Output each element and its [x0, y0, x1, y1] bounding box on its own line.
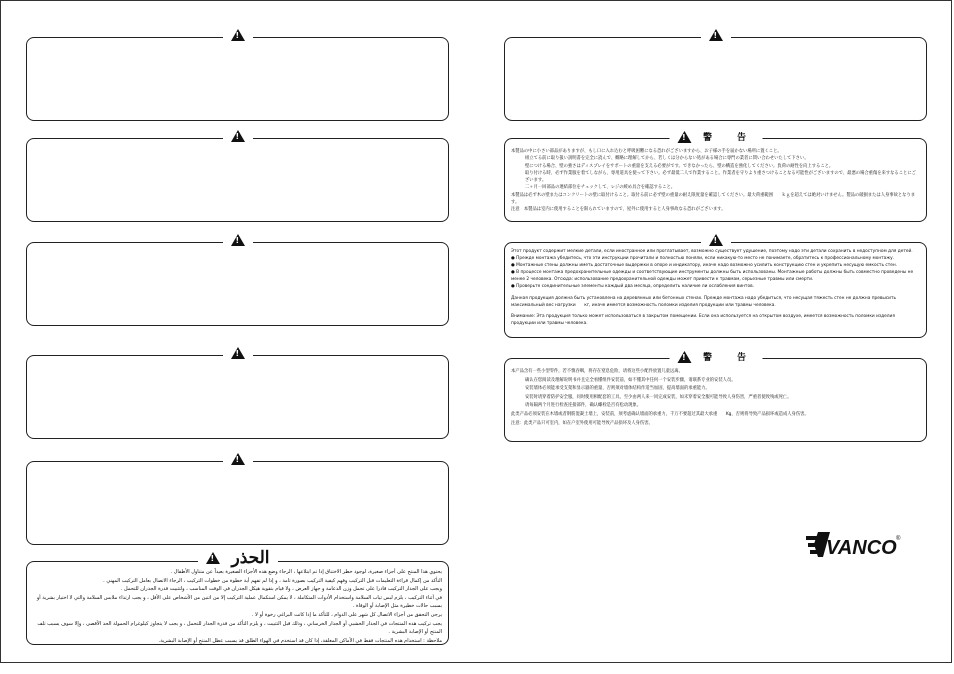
warning-triangle-icon — [231, 130, 245, 142]
warning-box-right-top — [504, 37, 927, 121]
warning-triangle-icon — [231, 29, 245, 41]
chinese-line: 请每隔两个月进行检查连接部件，确认螺栓是否有松动现象。 — [525, 403, 642, 409]
warning-triangle-icon — [677, 351, 691, 363]
arabic-line: في أثناء التركيب ، يلزم لبس ثياب السلامة واستخدام الأدوات المتكاملة ، لا يمكن استكمال عملية التركيب إلا من اثنين من الأشخاص على الأقل ، و يجب ارتداء ملابس السلامة والتي لا اختيار بشرية أو بسبب حالات خطيرة مثل الإصابة أو الوفاة . — [36, 594, 442, 610]
vanco-logo — [806, 530, 902, 560]
japanese-line: 注意 本製品は室内に使用することを限られていますので、屋外に使用すると人身事故なる恐れがございます。 — [511, 207, 726, 213]
japanese-line: 取り付ける時、必ず作業服を着てしながら、専用道具を使って下さい。必ず最低二人で作業すること。作業者を守りより重さつけることなる可能性がございますので、最悪の場合重傷を来すなることにございます。 — [525, 170, 916, 184]
chinese-warning-box — [504, 353, 927, 442]
warning-triangle-icon — [677, 131, 691, 143]
chinese-line: 安装时请穿着防护安全服，同时使用相配套的工具，至少由两人来一同完成安装，如未穿着安全服可能导致人身伤害，严重者使致残或死亡。 — [525, 394, 792, 400]
chinese-line: 本产品含有一些小型零件，若不慎吞咽，将存在窒息危险，请将这些小配件放置儿童远离。 — [511, 369, 683, 374]
chinese-warning-title — [669, 350, 762, 363]
russian-warning-title — [701, 234, 731, 246]
japanese-line: 二ヶ月一回部品の連結部位をチェックして、レジの緩め具合を確認すること。 — [525, 185, 676, 191]
russian-warning-box — [504, 242, 927, 338]
warning-triangle-icon — [205, 552, 219, 564]
japanese-line: 壁につける場合、壁の強さはディスプレイをサポートの重量を支える必要がです。できなかったら、壁の構造を強化してください。負荷の耐性を向上すること。 — [525, 163, 834, 169]
arabic-line: ويجب على الجدار التركيب قادرا على تحمل وزن الدعامة و جهاز العرض ، ولا قيام بتقوية هيكل الجدران في الوقت المناسب ، ولتثبيت قدرة الجدران للتحمل . — [120, 586, 442, 593]
warning-triangle-icon — [231, 234, 245, 246]
chinese-title-text: 警 告 — [702, 353, 755, 363]
japanese-line: 本製品の中に小さい部品がありますが、もし口に入れ込むと呼吸困難になる恐れがございますから、お子様の手を届かない場所に置くこと。 — [511, 149, 782, 154]
russian-line: Внимание: Эта продукция только может использоваться в закрытом помещении. Если она используется на открытом воздухе, имеется возможность поломки изделия продукции или травмы человека. — [511, 313, 895, 326]
japanese-line: 組立てる前に取り扱い説明書を完全に読んで、概略に理解してから、若しくは分からない処がある場合に専門の業者に問い合わせいたして下さい。 — [525, 156, 809, 162]
arabic-warning-box — [26, 548, 449, 645]
logo-wordmark: VANCO — [826, 537, 897, 559]
russian-line: ● Проверьте соединительные элементы каждый два месяца, определить наличие ли ослабления винтов. — [511, 284, 754, 290]
japanese-warning-box — [504, 133, 927, 222]
arabic-line: يحتوي هذا المنتج على أجزاء صغيرة، لوجود خطر الاختناق إذا تم ابتلاعها ، الرجاء وضع هذه الأجزاء الصغيرة بعيداً عن متناول الأطفال . — [170, 569, 442, 575]
japanese-title-text: 警 告 — [702, 133, 755, 143]
warning-box-1-title — [223, 29, 253, 41]
japanese-warning-text — [511, 148, 920, 214]
warning-box-2-title — [223, 130, 253, 142]
vanco-logo-graphic — [806, 530, 902, 560]
russian-line: ● Прежде монтажа убедитесь, что эти инструкции прочитали и полностью поняли, если никакую-то место не понимаете, обратитесь к профессиональному монтажу. — [511, 256, 895, 262]
warning-triangle-icon — [709, 29, 723, 41]
warning-triangle-icon — [231, 453, 245, 465]
arabic-line: ملاحظة : استخدام هذه المنتجات فقط في الأماكن المغلقة، إذا كان قد استخدم في الهواء الطلق قد يسبب عطل المنتج أو الإصابة البشرية. — [158, 637, 442, 644]
japanese-warning-title — [669, 130, 762, 143]
chinese-line: 确认在您阅读及理解说明书并且完全看懂组件安装前，如不懂其中任何一个安装步骤，请联系专业的安装人员。 — [525, 377, 736, 383]
russian-line: Данная продукция должна быть установлена на деревянных или бетонных стенах. Прежде монтажа надо убедиться, что несущая тяжесть стен не должна превысить максимальный вес нагрузки кг, иначе имеется возможность поломки изделия продукции или травмы человека. — [511, 295, 896, 308]
russian-line: ● Монтажные стены должны иметь достаточные выдержки в опоре и индикатору, иначе надо возможно усилить конструкцию стен и укрепить несущую емкость стен. — [511, 263, 898, 269]
arabic-line: يرجى التحقق من أجزاء الاتصال كل شهر على الدوام ، للتأكد ما إذا كانت البراغي رخوة أو لا . — [251, 611, 442, 618]
warning-box-5-title — [223, 453, 253, 465]
arabic-line: يجب تركيب هذه المنتجات في الجدار الخشبي أو الجدار الخرساني ، وذلك قبل التثبيت ، و يلزم التأكد من قدرة الجدار للتحمل ، و يجب لا يتجاوز كيلوغرام الحمولة الحد الأقصى ، وإلا سوف يسبب تلف المنتج أو الإصابة البشرية . — [37, 620, 442, 636]
arabic-title-text: الحذر — [231, 548, 270, 568]
warning-triangle-icon — [709, 234, 723, 246]
warning-box-2 — [26, 138, 449, 222]
warning-box-3 — [26, 242, 449, 326]
chinese-line: 此类产品必须安装在木墙或者钢筋混凝土墙上，安装前，须考虑确认墙面的承重力，千万不要超过其最大承重 Kg，否则将导致产品损坏或造成人身伤害。 — [511, 411, 809, 417]
chinese-warning-text — [511, 368, 920, 428]
chinese-line: 安装墙体必须能承受支架和显示器的重量，否则须对墙体结构作适当加固，提高墙面的承重能力。 — [525, 386, 710, 392]
russian-line: Этот продукт содержит мелкие детали, если иностранное или проглатывает, возможно существует удушение, поэтому надо эти детали сохранить в недоступном для детей. — [511, 249, 913, 254]
warning-triangle-icon — [231, 347, 245, 359]
arabic-warning-text — [33, 568, 442, 645]
arabic-warning-title — [197, 548, 277, 568]
warning-box-right-top-title — [701, 29, 731, 41]
logo-registered-mark: ® — [896, 536, 901, 542]
warning-box-1 — [26, 37, 449, 121]
warning-box-4 — [26, 355, 449, 439]
arabic-line: التأكد من إكمال قراءة التعليمات قبل التركيب وفهم كيفية التركيب بصورة تامة ، و إذا لم تفهم أية خطوة من خطوات التركيب ، الرجاء الاتصال بعامل التركيب المهني . — [103, 577, 442, 584]
russian-warning-text — [511, 248, 920, 327]
warning-box-3-title — [223, 234, 253, 246]
chinese-line: 注意：此类产品只可室内，如在户室外使用可能导致产品损坏及人身伤害。 — [511, 420, 653, 426]
warning-box-5 — [26, 461, 449, 545]
japanese-line: 本製品は必ず木の壁またはコンクリートの壁に取付けること。取付る前に必ず壁の重量の耐え限度量を確認してください。最大荷重範囲 ｋｇを超えては絶対いけません。製品の破損または人身事故となります。 — [511, 192, 916, 206]
warning-box-4-title — [223, 347, 253, 359]
russian-line: ● В процессе монтажа предохранительные одежды и соответствующие инструменты должны быть использованы. Монтажные работы должны быть совместно проведены не менее 2 человека. Отсюда: использование предохранительной одежды может привести к травмам, серьезные травмы или смерти. — [511, 270, 914, 283]
